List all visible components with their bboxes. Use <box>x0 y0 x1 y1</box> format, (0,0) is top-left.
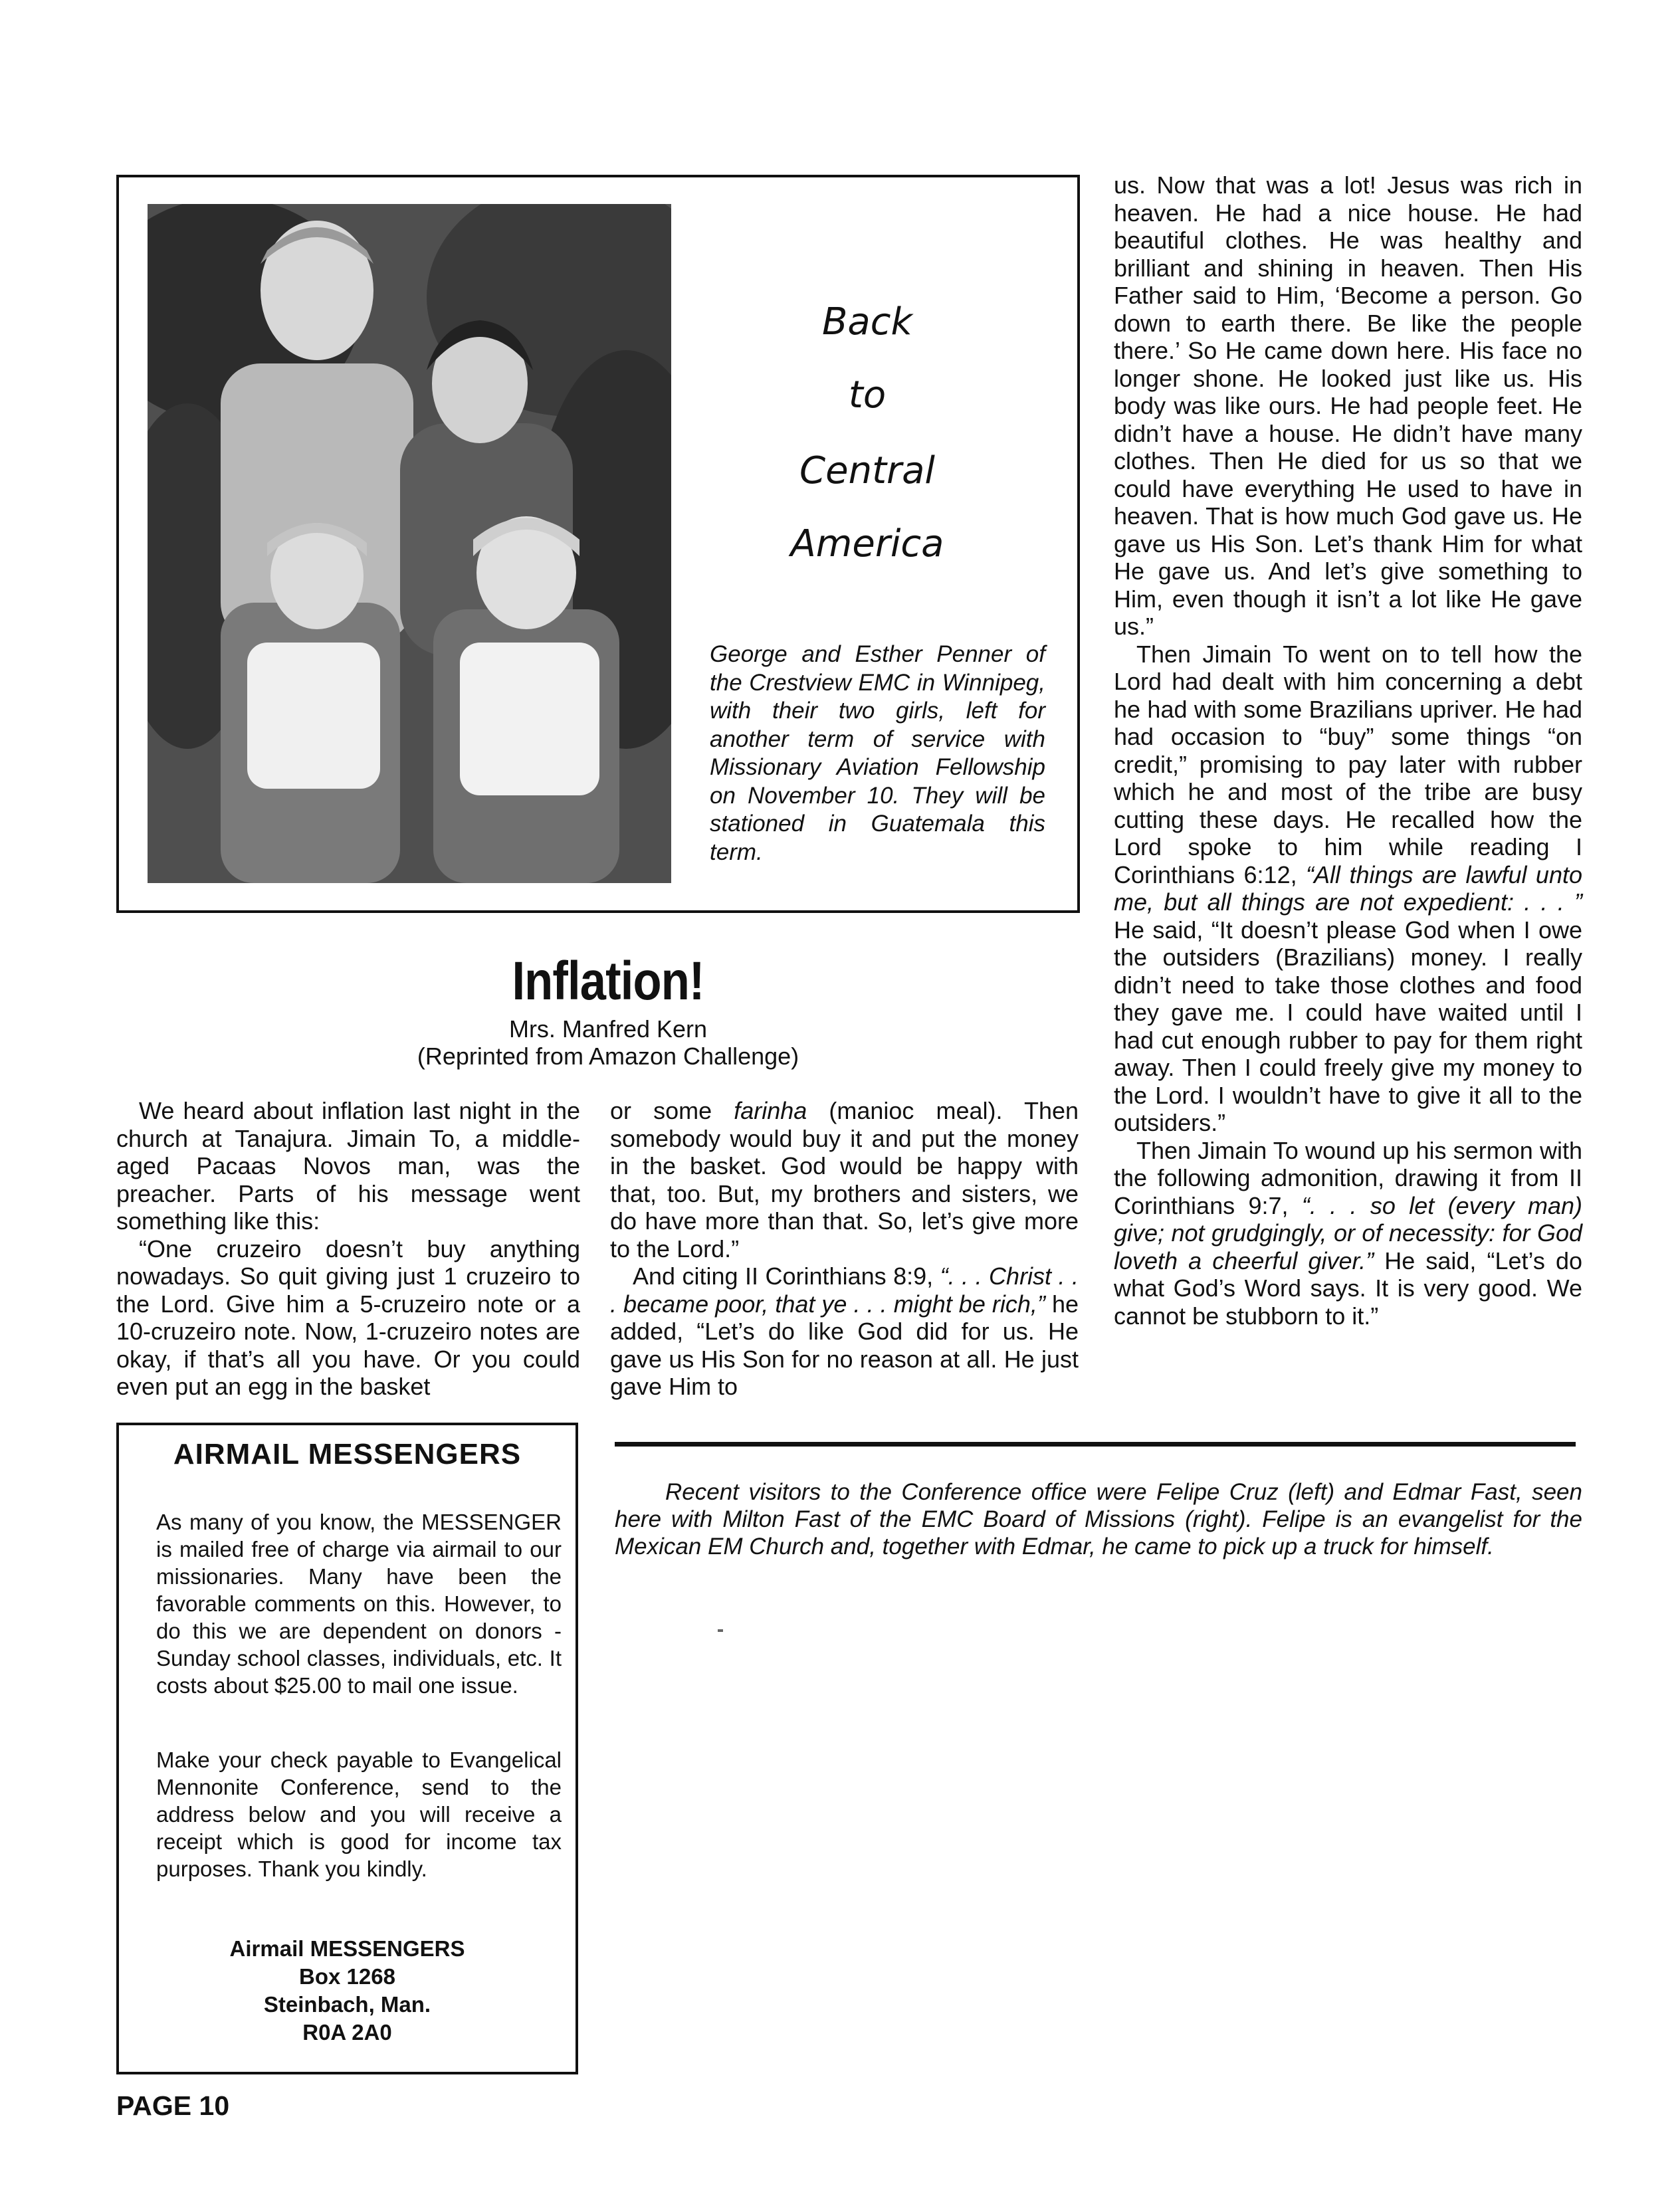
address-line: Airmail MESSENGERS <box>229 1936 465 1961</box>
paragraph: “One cruzeiro doesn’t buy anything nowadays. So quit giving just 1 cruzeiro to the Lord. Give him a 5-cruzeiro note or a 10-cruzeiro note. Now, 1-cruzeiro notes are okay, if that’s all you have. Or you could even put an egg in the basket <box>116 1235 580 1400</box>
paragraph: Then Jimain To went on to tell how the Lord had dealt with him concerning a debt he had with some Brazilians upriver. He had had occasion to “buy” some things “on credit,” promising to pay later with rubber which he and most of the tribe are busy cutting these days. He recalled how the Lord spoke to him while reading I Corinthians 6:12, “All things are lawful unto me, but all things are not expedient: . . . ” He said, “It doesn’t please God when I owe the outsiders (Brazilians) money. I really didn’t need to take those clothes and food they gave me. I could have waited until I had cut enough rubber to pay for them right away. Then I could freely give my money to the Lord. I wouldn’t have to give it all to the outsiders.” <box>1114 640 1582 1136</box>
feature-headline-word: America <box>790 522 944 565</box>
airmail-title: AIRMAIL MESSENGERS <box>173 1438 522 1470</box>
photo-mark <box>718 1629 723 1632</box>
article-source: (Reprinted from Amazon Challenge) <box>417 1043 799 1070</box>
article-column-2 <box>610 1097 1079 1401</box>
paragraph: us. Now that was a lot! Jesus was rich in heaven. He had a nice house. He had beautiful clothes. He was healthy and brilliant and shining in heaven. Then His Father said to Him, ‘Become a person. Go down to earth there. Be like the people there.’ So He came down here. His face no longer shone. He looked just like us. His body was like ours. He had people feet. He didn’t have a house. He didn’t have many clothes. Then He died for us so that we could have everything He used to have in heaven. That is how much God gave us. He gave us His Son. Let’s thank Him for what He gave us. And let’s give something to Him, even though it isn’t a lot like He gave us.” <box>1114 171 1582 640</box>
airmail-paragraph: Make your check payable to Evangelical Mennonite Conference, send to the address below and you will receive a receipt which is good for income tax purposes. Thank you kindly. <box>156 1748 562 1881</box>
visitors-photo <box>615 1620 1578 2212</box>
paragraph: We heard about inflation last night in the church at Tanajura. Jimain To, a middle-aged Pacaas Novos man, was the preacher. Parts of his message went something like this: <box>116 1097 580 1235</box>
article-column-1 <box>116 1097 580 1401</box>
article-column-3 <box>1114 171 1582 1330</box>
visitors-caption: Recent visitors to the Conference office were Felipe Cruz (left) and Edmar Fast, seen here with Milton Fast of the EMC Board of Missions (right). Felipe is an evangelist for the Mexican EM Church and, together with Edmar, he came to pick up a truck for himself. <box>615 1479 1582 1559</box>
feature-headline-word: Central <box>799 449 935 492</box>
section-divider <box>615 1442 1576 1447</box>
address-line: Steinbach, Man. <box>263 1992 431 2017</box>
airmail-paragraph: As many of you know, the MESSENGER is mailed free of charge via airmail to our missionaries. Many have been the favorable comments on this. However, to do this we are dependent on donors - Sunday school classes, individuals, etc. It costs about $25.00 to mail one issue. <box>156 1510 562 1698</box>
photo-caption: George and Esther Penner of the Crestview EMC in Winnipeg, with their two girls, left for another term of service with Missionary Aviation Fellowship on November 10. They will be stationed in Guatemala this term. <box>710 641 1045 865</box>
address-line: R0A 2A0 <box>302 2020 392 2045</box>
feature-headline-word: Back <box>822 300 912 344</box>
page-number: PAGE 10 <box>116 2090 230 2121</box>
feature-headline-word: to <box>848 373 887 417</box>
article-title: Inflation! <box>512 951 704 1011</box>
address-line: Box 1268 <box>299 1964 395 1989</box>
paragraph: or some farinha (manioc meal). Then somebody would buy it and put the money in the basket. God would be happy with that, too. But, my brothers and sisters, we do have more than that. So, let’s give more to the Lord.” <box>610 1097 1079 1262</box>
airmail-address <box>116 1935 578 2047</box>
family-photo <box>148 204 671 883</box>
article-author: Mrs. Manfred Kern <box>508 1015 708 1043</box>
article-byline <box>372 1015 844 1070</box>
paragraph: Then Jimain To wound up his sermon with the following admonition, drawing it from II Corinthians 9:7, “. . . so let (every man) give; not grudgingly, or of necessity: for God loveth a cheerful giver.” He said, “Let’s do what God’s Word says. It is very good. We cannot be stubborn to it.” <box>1114 1136 1582 1330</box>
paragraph: And citing II Corinthians 8:9, “. . . Christ . . . became poor, that ye . . . might be rich,” he added, “Let’s do like God did for us. He gave us His Son for no reason at all. He just gave Him to <box>610 1262 1079 1400</box>
